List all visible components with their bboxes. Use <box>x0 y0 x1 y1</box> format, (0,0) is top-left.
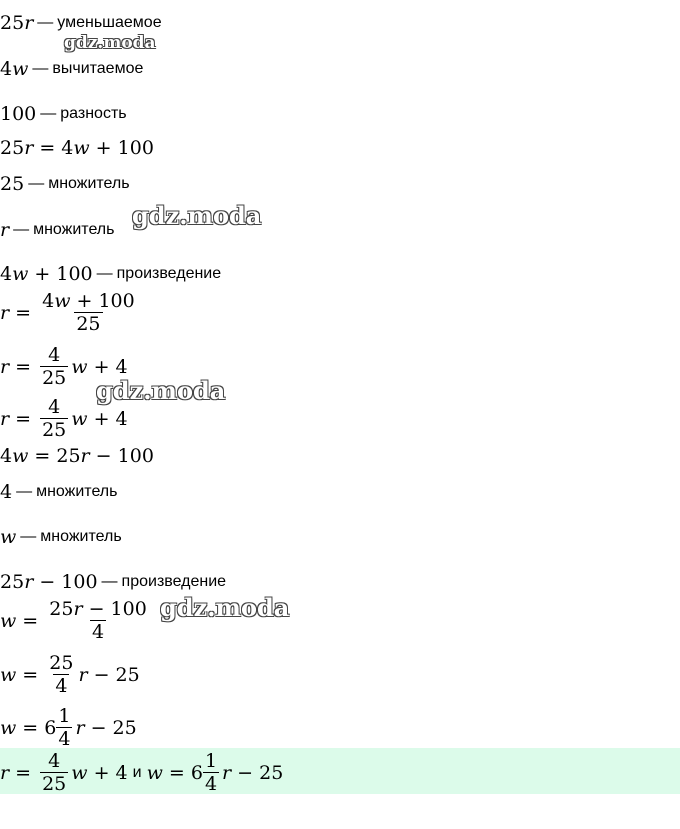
math: 25 <box>0 173 25 195</box>
math: 4w <box>0 58 29 80</box>
label: множитель <box>36 483 118 500</box>
watermark: gdz.moda <box>160 593 290 622</box>
math: 100 <box>0 103 37 125</box>
label: вычитаемое <box>52 60 144 77</box>
label: множитель <box>40 528 122 545</box>
dash: — <box>32 60 49 77</box>
math: r = <box>0 355 38 378</box>
math: 4w + 100 <box>0 263 93 285</box>
dash: — <box>37 14 54 31</box>
math: 25r <box>0 12 34 34</box>
math: w + 4 <box>71 761 128 784</box>
math: w <box>0 526 17 548</box>
math: w = <box>0 609 45 632</box>
line-factor-w <box>0 526 122 548</box>
dash: — <box>20 528 37 545</box>
line-product <box>0 263 221 285</box>
fraction: $\frac{4}{25}$ <box>42 344 67 389</box>
watermark: gdz.moda <box>64 33 156 53</box>
math: r = <box>0 301 38 324</box>
math: w = <box>0 663 45 686</box>
math: r − 25 <box>222 761 284 784</box>
line-factor-25 <box>0 173 130 195</box>
dash: — <box>40 105 57 122</box>
label: множитель <box>33 221 115 238</box>
label: разность <box>60 105 127 122</box>
line-minuend <box>0 12 162 34</box>
fraction: $\frac{4}{25}$ <box>42 750 67 795</box>
math: r − 25 <box>75 716 137 739</box>
equation-5 <box>0 445 154 467</box>
line-factor-4 <box>0 481 117 503</box>
label: произведение <box>116 265 222 282</box>
math: r = <box>0 761 38 784</box>
fraction: $\frac{25}{4}$ <box>49 652 74 697</box>
dash: — <box>13 221 30 238</box>
dash: — <box>28 175 45 192</box>
equation-2 <box>0 290 140 335</box>
dash: — <box>96 265 113 282</box>
equation-1 <box>0 137 154 159</box>
fraction: $\frac{4w + 100}{25}$ <box>42 290 135 335</box>
line-subtrahend <box>0 58 143 80</box>
math: r <box>0 219 10 241</box>
equation-7 <box>0 652 140 697</box>
fraction: $\frac{1}{4}$ <box>204 750 218 795</box>
equation-6 <box>0 598 152 643</box>
line-product-2 <box>0 571 226 593</box>
label: произведение <box>121 573 227 590</box>
math: r − 25 <box>78 663 140 686</box>
equation-8 <box>0 705 137 750</box>
math: w = 6 <box>0 716 57 739</box>
fraction: $\frac{25r - 100}{4}$ <box>49 598 147 643</box>
fraction: $\frac{1}{4}$ <box>58 705 71 750</box>
fraction: $\frac{4}{25}$ <box>42 396 67 441</box>
math: 4w = 25r − 100 <box>0 445 154 467</box>
conjunction: и <box>132 763 142 781</box>
watermark: gdz.moda <box>96 376 226 405</box>
label: множитель <box>48 175 130 192</box>
math: 4 <box>0 481 13 503</box>
line-difference <box>0 103 127 125</box>
math: w = 6 <box>146 761 203 784</box>
math: w + 4 <box>71 355 128 378</box>
math: w + 4 <box>71 407 128 430</box>
dash: — <box>16 483 33 500</box>
dash: — <box>101 573 118 590</box>
math: r = <box>0 407 38 430</box>
label: уменьшаемое <box>57 14 162 31</box>
math: 25r − 100 <box>0 571 98 593</box>
answer-line <box>0 750 283 795</box>
math: 25r = 4w + 100 <box>0 137 154 159</box>
line-factor-r <box>0 219 114 241</box>
watermark: gdz.moda <box>132 201 262 230</box>
